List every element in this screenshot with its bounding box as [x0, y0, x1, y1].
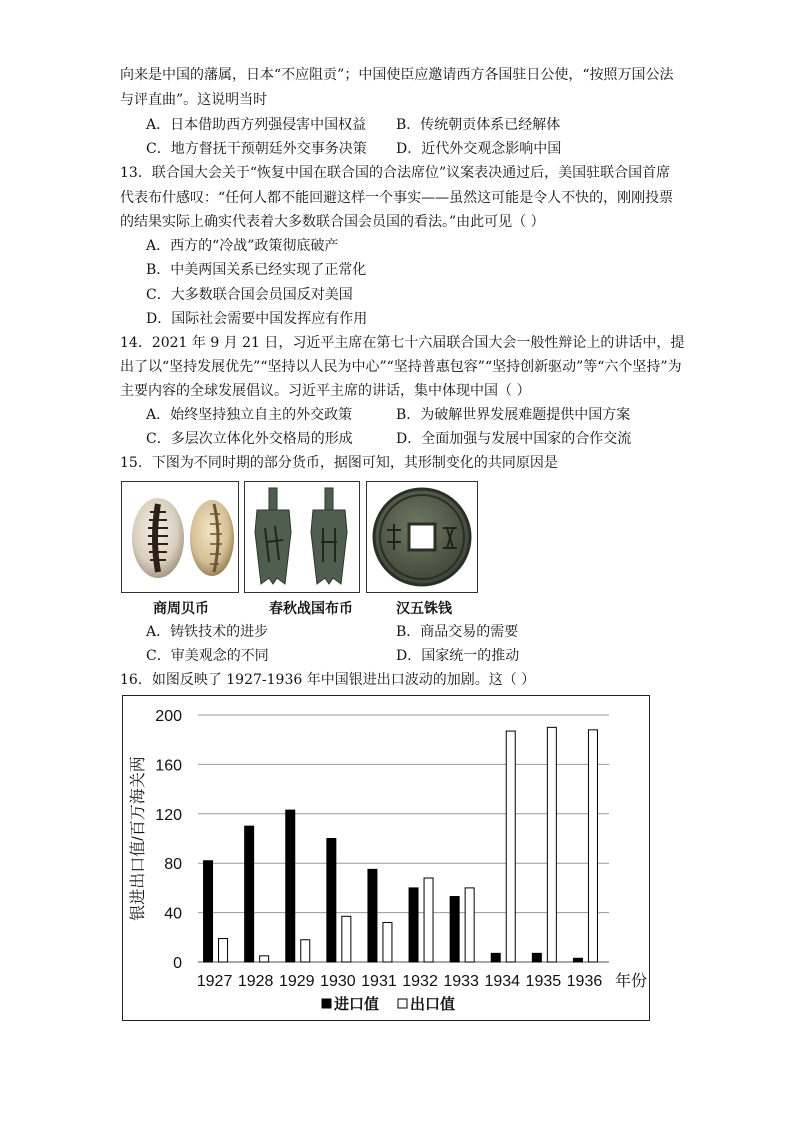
q12-stem-line2: 与评直曲”。这说明当时	[120, 92, 268, 108]
x-tick-label: 1933	[443, 973, 479, 990]
q13-stem-line2: 代表布什感叹：“任何人都不能回避这样一个事实——虽然这可能是令人不快的，刚刚投票	[120, 190, 674, 206]
y-tick-label: 40	[164, 905, 182, 923]
q13-option-d: D．国际社会需要中国发挥应有作用	[146, 311, 368, 327]
export-bar-1932	[424, 878, 433, 962]
legend-export-swatch	[398, 999, 407, 1008]
import-bar-1931	[368, 869, 377, 962]
q16-stem: 16．如图反映了 1927-1936 年中国银进出口波动的加剧。这（ ）	[120, 672, 536, 688]
q15-option-d: D．国家统一的推动	[396, 648, 520, 664]
x-tick-label: 1930	[320, 973, 356, 990]
q12-stem-line1: 向来是中国的藩属，日本“不应阻贡”；中国使臣应邀请西方各国驻日公使，“按照万国公法	[120, 67, 674, 83]
shell-coin-image	[121, 481, 239, 593]
q13-option-c: C．大多数联合国会员国反对美国	[146, 287, 353, 303]
q14-option-b: B．为破解世界发展难题提供中国方案	[396, 407, 631, 423]
y-tick-label: 0	[173, 955, 182, 972]
import-bar-1932	[409, 888, 418, 962]
q12-option-a: A．日本借助西方列强侵害中国权益	[146, 117, 367, 133]
export-bar-1933	[465, 888, 474, 962]
y-axis-label: 银进出口值/百万海关两	[130, 756, 147, 921]
legend-export-label: 出口值	[410, 995, 456, 1013]
q14-option-d: D．全面加强与发展中国家的合作交流	[396, 431, 632, 447]
q12-option-b: B．传统朝贡体系已经解体	[396, 117, 561, 133]
export-bar-1928	[260, 956, 269, 962]
spade-coin-image	[244, 481, 360, 593]
q13-stem-line3: 的结果实际上确实代表着大多数联合国会员国的看法。”由此可见（ ）	[120, 214, 545, 230]
x-tick-label: 1932	[402, 973, 438, 990]
x-tick-label: 1929	[278, 973, 315, 990]
q15-stem: 15．下图为不同时期的部分货币，据图可知，其形制变化的共同原因是	[120, 455, 558, 471]
export-bar-1935	[547, 727, 556, 962]
chart-canvas	[123, 696, 649, 1020]
legend-import-label: 进口值	[334, 995, 380, 1013]
import-bar-1934	[491, 953, 500, 962]
export-bar-1936	[588, 730, 597, 962]
export-bar-1930	[342, 916, 351, 962]
x-tick-label: 1936	[566, 973, 603, 990]
import-bar-1933	[450, 897, 459, 962]
export-bar-1934	[506, 731, 515, 962]
y-tick-label: 200	[155, 708, 182, 725]
x-tick-label: 1935	[525, 973, 562, 990]
q14-stem-line1: 14．2021 年 9 月 21 日，习近平主席在第七十六届联合国大会一般性辩论上的讲话中，提	[120, 335, 685, 351]
wuzhu-coin-image	[366, 481, 478, 593]
x-tick-label: 1927	[196, 973, 233, 990]
y-tick-label: 160	[155, 757, 182, 775]
x-tick-label: 1931	[361, 973, 397, 990]
x-tick-label: 1928	[237, 973, 274, 990]
q15-option-c: C．审美观念的不同	[146, 648, 269, 664]
silver-trade-chart	[122, 695, 650, 1021]
import-bar-1930	[327, 839, 336, 963]
q13-option-a: A．西方的“冷战”政策彻底破产	[146, 238, 339, 254]
export-bar-1931	[383, 922, 392, 962]
wuzhu-coin-caption: 汉五铢钱	[396, 601, 452, 617]
q15-option-b: B．商品交易的需要	[396, 624, 519, 640]
legend-import-swatch	[322, 999, 331, 1008]
spade-coin-caption: 春秋战国布币	[269, 601, 353, 617]
x-axis-label: 年份	[614, 973, 648, 990]
q15-option-a: A．铸铁技术的进步	[146, 624, 269, 640]
q14-option-a: A．始终坚持独立自主的外交政策	[146, 407, 353, 423]
q12-option-c: C．地方督抚干预朝廷外交事务决策	[146, 141, 367, 157]
import-bar-1929	[286, 810, 295, 962]
q14-stem-line3: 主要内容的全球发展倡议。习近平主席的讲话，集中体现中国（ ）	[120, 383, 531, 399]
x-tick-label: 1934	[484, 973, 521, 990]
import-bar-1928	[245, 826, 254, 962]
import-bar-1927	[204, 861, 213, 962]
import-bar-1935	[532, 953, 541, 962]
q13-option-b: B．中美两国关系已经实现了正常化	[146, 262, 367, 278]
y-tick-label: 80	[164, 856, 182, 874]
export-bar-1927	[219, 939, 228, 962]
q14-option-c: C．多层次立体化外交格局的形成	[146, 431, 353, 447]
export-bar-1929	[301, 940, 310, 962]
q13-stem-line1: 13．联合国大会关于“恢复中国在联合国的合法席位”议案表决通过后，美国驻联合国首席	[120, 165, 671, 181]
shell-coin-caption: 商周贝币	[153, 601, 209, 617]
q14-stem-line2: 出了以“坚持发展优先”“坚持以人民为中心”“坚持普惠包容”“坚持创新驱动”等“六个坚持”为	[120, 359, 682, 375]
y-tick-label: 120	[155, 806, 182, 824]
q12-option-d: D．近代外交观念影响中国	[396, 141, 562, 157]
import-bar-1936	[573, 958, 582, 962]
